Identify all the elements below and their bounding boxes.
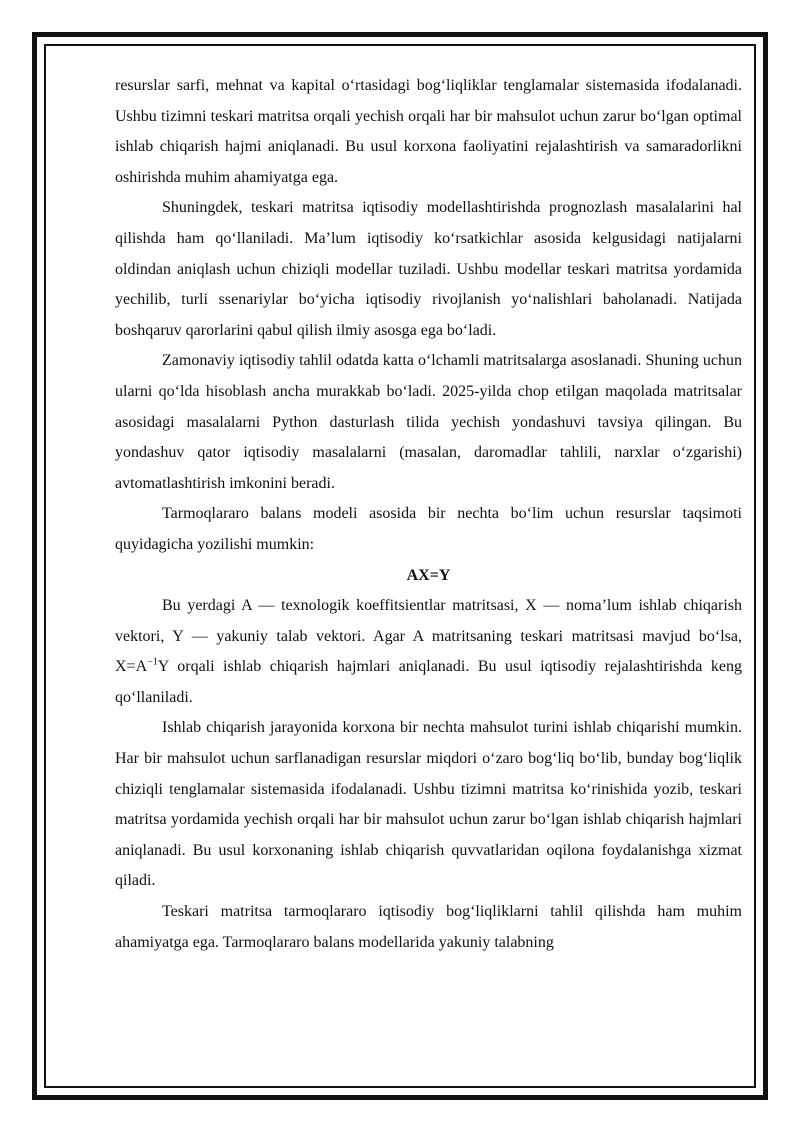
paragraph-explanation [115,591,742,713]
explanation-text-before: Bu yerdagi A — texnologik koeffitsientlar matritsasi, X — noma’lum ishlab chiqarish vektori, Y — yakuniy talab vektori. Agar A matritsaning teskari matritsasi mavjud bo‘lsa, X=A [115,597,742,676]
document-body [115,71,742,958]
paragraph-5: Ishlab chiqarish jarayonida korxona bir nechta mahsulot turini ishlab chiqarishi mumkin. Har bir mahsulot uchun sarflanadigan resurslar miqdori o‘zaro bog‘liq bo‘lib, bunday bog‘liqlik chiziqli tenglamalar sistemasida ifodalanadi. Ushbu tizimni matritsa ko‘rinishida yozib, teskari matritsa yordamida yechish orqali har bir mahsulot uchun zarur bo‘lgan ishlab chiqarish hajmlari aniqlanadi. Bu usul korxonaning ishlab chiqarish quvvatlaridan oqilona foydalanishga xizmat qiladi. [115,719,742,890]
explanation-text-after: Y orqali ishlab chiqarish hajmlari aniqlanadi. Bu usul iqtisodiy rejalashtirishda keng qo‘llaniladi. [115,658,742,706]
paragraph-2: Shuningdek, teskari matritsa iqtisodiy modellashtirishda prognozlash masalalarini hal qilishda ham qo‘llaniladi. Ma’lum iqtisodiy ko‘rsatkichlar asosida kelgusidagi natijalarni oldindan aniqlash uchun chiziqli modellar tuziladi. Ushbu modellar teskari matritsa yordamida yechilib, turli ssenariylar bo‘yicha iqtisodiy rivojlanish yo‘nalishlari baholanadi. Natijada boshqaruv qarorlarini qabul qilish ilmiy asosga ega bo‘ladi. [115,199,742,339]
paragraph-6: Teskari matritsa tarmoqlararo iqtisodiy bog‘liqliklarni tahlil qilishda ham muhim ahamiyatga ega. Tarmoqlararo balans modellarida yakuniy talabning [115,903,742,951]
inverse-superscript: −1 [147,656,158,668]
paragraph-3: Zamonaviy iqtisodiy tahlil odatda katta o‘lchamli matritsalarga asoslanadi. Shuning uchun ularni qo‘lda hisoblash ancha murakkab bo‘ladi. 2025-yilda chop etilgan maqolada matritsalar asosidagi masalalarni Python dasturlash tilida yechish yondashuvi tavsiya qilingan. Bu yondashuv qator iqtisodiy masalalarni (masalan, daromadlar tahlili, narxlar o‘zgarishi) avtomatlashtirish imkonini beradi. [115,352,742,492]
paragraph-4: Tarmoqlararo balans modeli asosida bir nechta bo‘lim uchun resurslar taqsimoti quyidagicha yozilishi mumkin: [115,505,742,553]
formula: AX=Y [406,566,451,584]
paragraph-1: resurslar sarfi, mehnat va kapital o‘rtasidagi bog‘liqliklar tenglamalar sistemasida ifodalanadi. Ushbu tizimni teskari matritsa orqali yechish orqali har bir mahsulot uchun zarur bo‘lgan optimal ishlab chiqarish hajmi aniqlanadi. Bu usul korxona faoliyatini rejalashtirish va samaradorlikni oshirishda muhim ahamiyatga ega. [115,77,742,186]
